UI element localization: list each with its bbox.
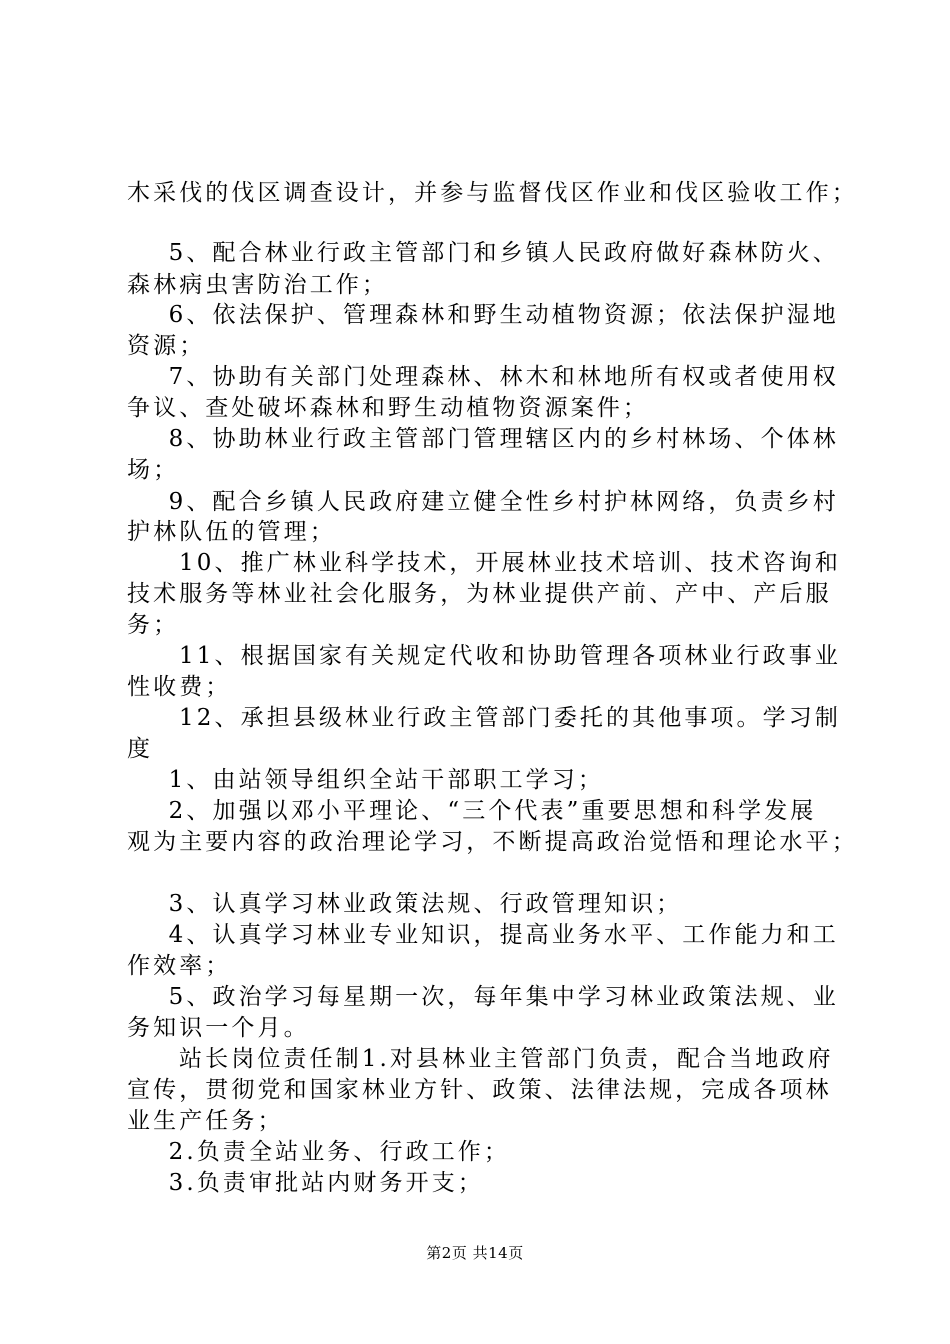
text-line: 3、认真学习林业政策法规、行政管理知识； [127,891,683,917]
text-line: 务知识一个月。 [127,1015,310,1041]
text-line: 作效率； [127,953,232,979]
text-line: 护林队伍的管理； [127,519,336,545]
text-line: 6、依法保护、管理森林和野生动植物资源；依法保护湿地 [127,302,839,328]
text-line: 场； [127,457,180,483]
text-line: 木采伐的伐区调查设计，并参与监督伐区作业和伐区验收工作； [127,180,858,206]
text-line: 争议、查处破坏森林和野生动植物资源案件； [127,395,649,421]
text-line: 业生产任务； [127,1108,284,1134]
text-line: 资源； [127,333,206,359]
page-footer: 第2页 共14页 [426,1244,524,1262]
text-line: 1、由站领导组织全站干部职工学习； [127,767,604,793]
text-line: 11、根据国家有关规定代收和协助管理各项林业行政事业 [127,643,841,669]
text-line: 宣传，贯彻党和国家林业方针、政策、法律法规，完成各项林 [127,1077,832,1103]
text-line: 5、配合林业行政主管部门和乡镇人民政府做好森林防火、 [127,240,839,266]
text-line: 12、承担县级林业行政主管部门委托的其他事项。学习制 [127,705,841,731]
text-line: 2、加强以邓小平理论、“三个代表”重要思想和科学发展 [127,798,817,824]
text-line: 站长岗位责任制1.对县林业主管部门负责，配合当地政府 [127,1046,834,1072]
text-line: 2.负责全站业务、行政工作； [127,1139,510,1165]
text-line: 性收费； [127,674,232,700]
text-line: 3.负责审批站内财务开支； [127,1170,484,1196]
text-line: 5、政治学习每星期一次，每年集中学习林业政策法规、业 [127,984,839,1010]
text-line: 8、协助林业行政主管部门管理辖区内的乡村林场、个体林 [127,426,839,452]
text-line: 务； [127,612,180,638]
text-line: 7、协助有关部门处理森林、林木和林地所有权或者使用权 [127,364,839,390]
text-line: 10、推广林业科学技术，开展林业技术培训、技术咨询和 [127,550,841,576]
text-line: 9、配合乡镇人民政府建立健全性乡村护林网络，负责乡村 [127,489,839,515]
text-line: 技术服务等林业社会化服务，为林业提供产前、产中、产后服 [127,581,832,607]
text-line: 森林病虫害防治工作； [127,272,388,298]
text-line: 4、认真学习林业专业知识，提高业务水平、工作能力和工 [127,922,839,948]
text-line: 度 [127,736,154,762]
text-line: 观为主要内容的政治理论学习，不断提高政治觉悟和理论水平； [127,829,858,855]
